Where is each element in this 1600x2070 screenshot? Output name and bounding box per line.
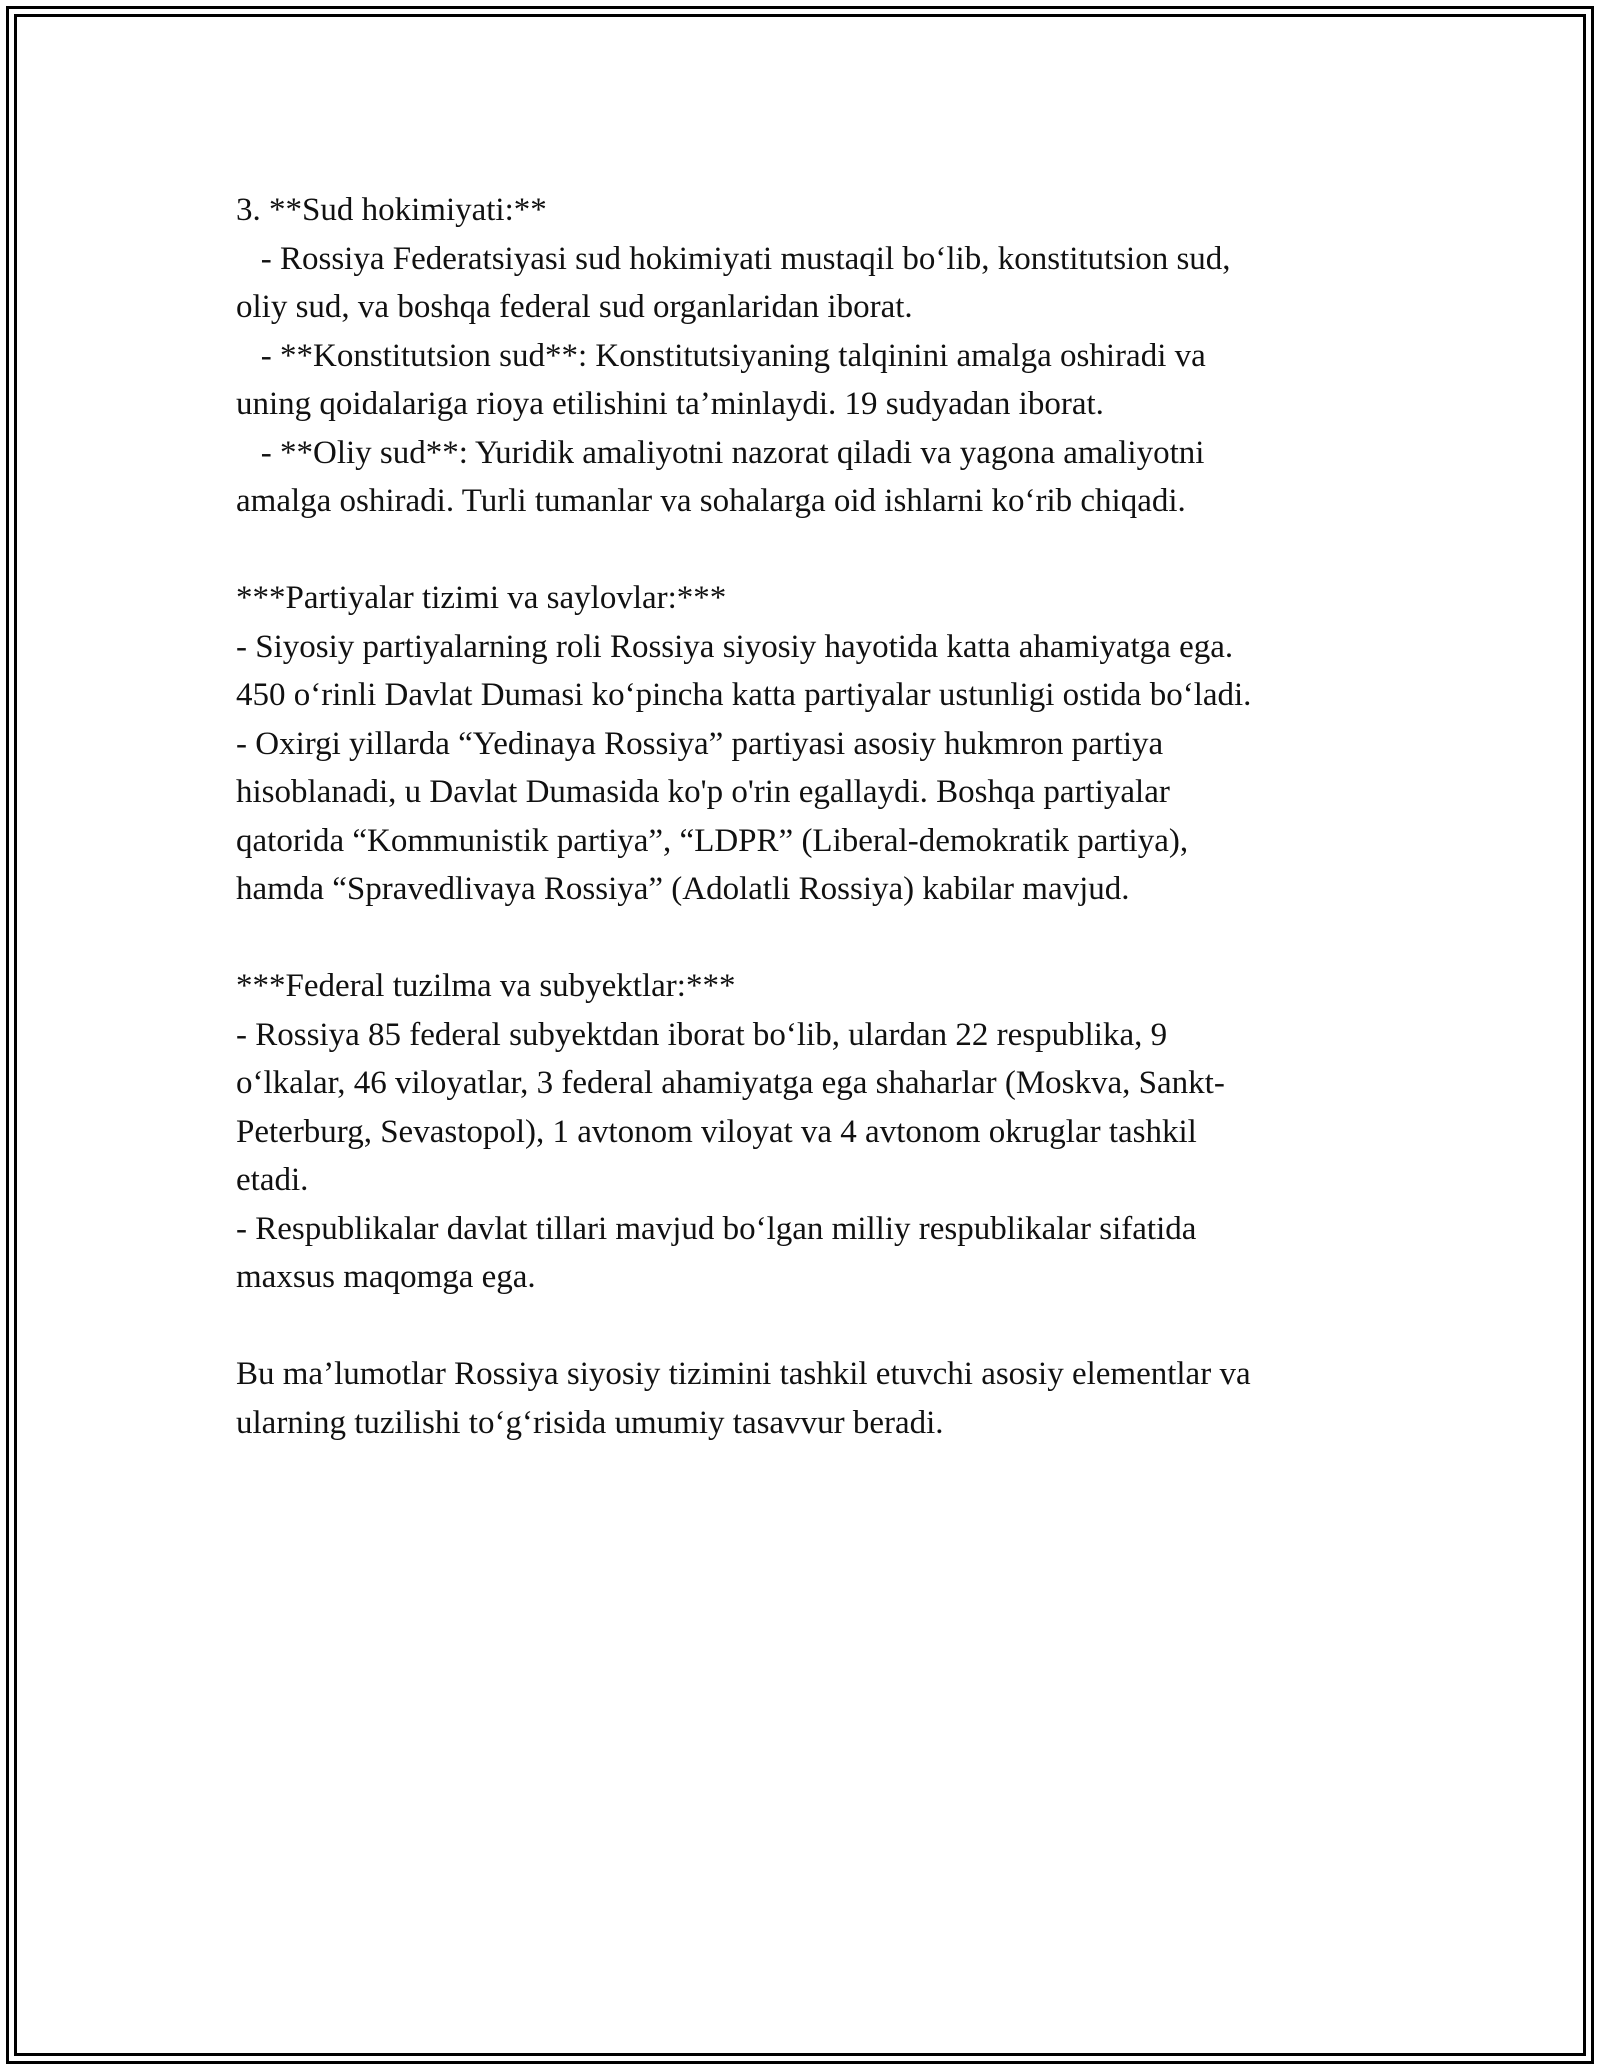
- text-line: ularning tuzilishi to‘g‘risida umumiy tasavvur beradi.: [236, 1404, 944, 1441]
- parties-section: [236, 574, 1396, 914]
- paragraph-spacer: [236, 914, 1396, 963]
- text-line: hisoblanadi, u Davlat Dumasida ko'p o'rin egallaydi. Boshqa partiyalar: [236, 774, 1170, 810]
- document-body: [236, 186, 1396, 1447]
- section-heading: ***Federal tuzilma va subyektlar:***: [236, 968, 736, 1004]
- text-line: oliy sud, va boshqa federal sud organlaridan iborat.: [236, 289, 913, 325]
- text-line: etadi.: [236, 1162, 309, 1198]
- paragraph-spacer: [236, 526, 1396, 575]
- text-line: - **Konstitutsion sud**: Konstitutsiyaning talqinini amalga oshiradi va: [236, 337, 1206, 374]
- section-heading: ***Partiyalar tizimi va saylovlar:***: [236, 580, 727, 616]
- text-line: - Rossiya Federatsiyasi sud hokimiyati mustaqil bo‘lib, konstitutsion sud,: [236, 240, 1231, 277]
- text-line: Peterburg, Sevastopol), 1 avtonom viloyat va 4 avtonom okruglar tashkil: [236, 1113, 1197, 1150]
- text-line: o‘lkalar, 46 viloyatlar, 3 federal ahamiyatga ega shaharlar (Moskva, Sankt-: [236, 1065, 1225, 1101]
- text-line: amalga oshiradi. Turli tumanlar va sohalarga oid ishlarni ko‘rib chiqadi.: [236, 483, 1186, 519]
- text-line: - Respublikalar davlat tillari mavjud bo‘lgan milliy respublikalar sifatida: [236, 1210, 1197, 1247]
- court-section: [236, 186, 1396, 526]
- text-line: - Oxirgi yillarda “Yedinaya Rossiya” partiyasi asosiy hukmron partiya: [236, 725, 1164, 762]
- text-line: hamda “Spravedlivaya Rossiya” (Adolatli Rossiya) kabilar mavjud.: [236, 871, 1130, 907]
- text-line: - Siyosiy partiyalarning roli Rossiya siyosiy hayotida katta ahamiyatga ega.: [236, 628, 1234, 665]
- text-line: - **Oliy sud**: Yuridik amaliyotni nazorat qiladi va yagona amaliyotni: [236, 434, 1205, 471]
- federal-section: [236, 962, 1396, 1302]
- text-line: uning qoidalariga rioya etilishini ta’minlaydi. 19 sudyadan iborat.: [236, 386, 1104, 422]
- text-line: Bu ma’lumotlar Rossiya siyosiy tizimini tashkil etuvchi asosiy elementlar va: [236, 1356, 1251, 1392]
- paragraph-spacer: [236, 1302, 1396, 1351]
- text-line: maxsus maqomga ega.: [236, 1259, 536, 1295]
- section-heading: 3. **Sud hokimiyati:**: [236, 192, 547, 228]
- conclusion-paragraph: [236, 1350, 1396, 1447]
- text-line: - Rossiya 85 federal subyektdan iborat bo‘lib, ulardan 22 respublika, 9: [236, 1016, 1168, 1053]
- text-line: qatorida “Kommunistik partiya”, “LDPR” (Liberal-demokratik partiya),: [236, 822, 1189, 859]
- text-line: 450 o‘rinli Davlat Dumasi ko‘pincha katta partiyalar ustunligi ostida bo‘ladi.: [236, 677, 1252, 713]
